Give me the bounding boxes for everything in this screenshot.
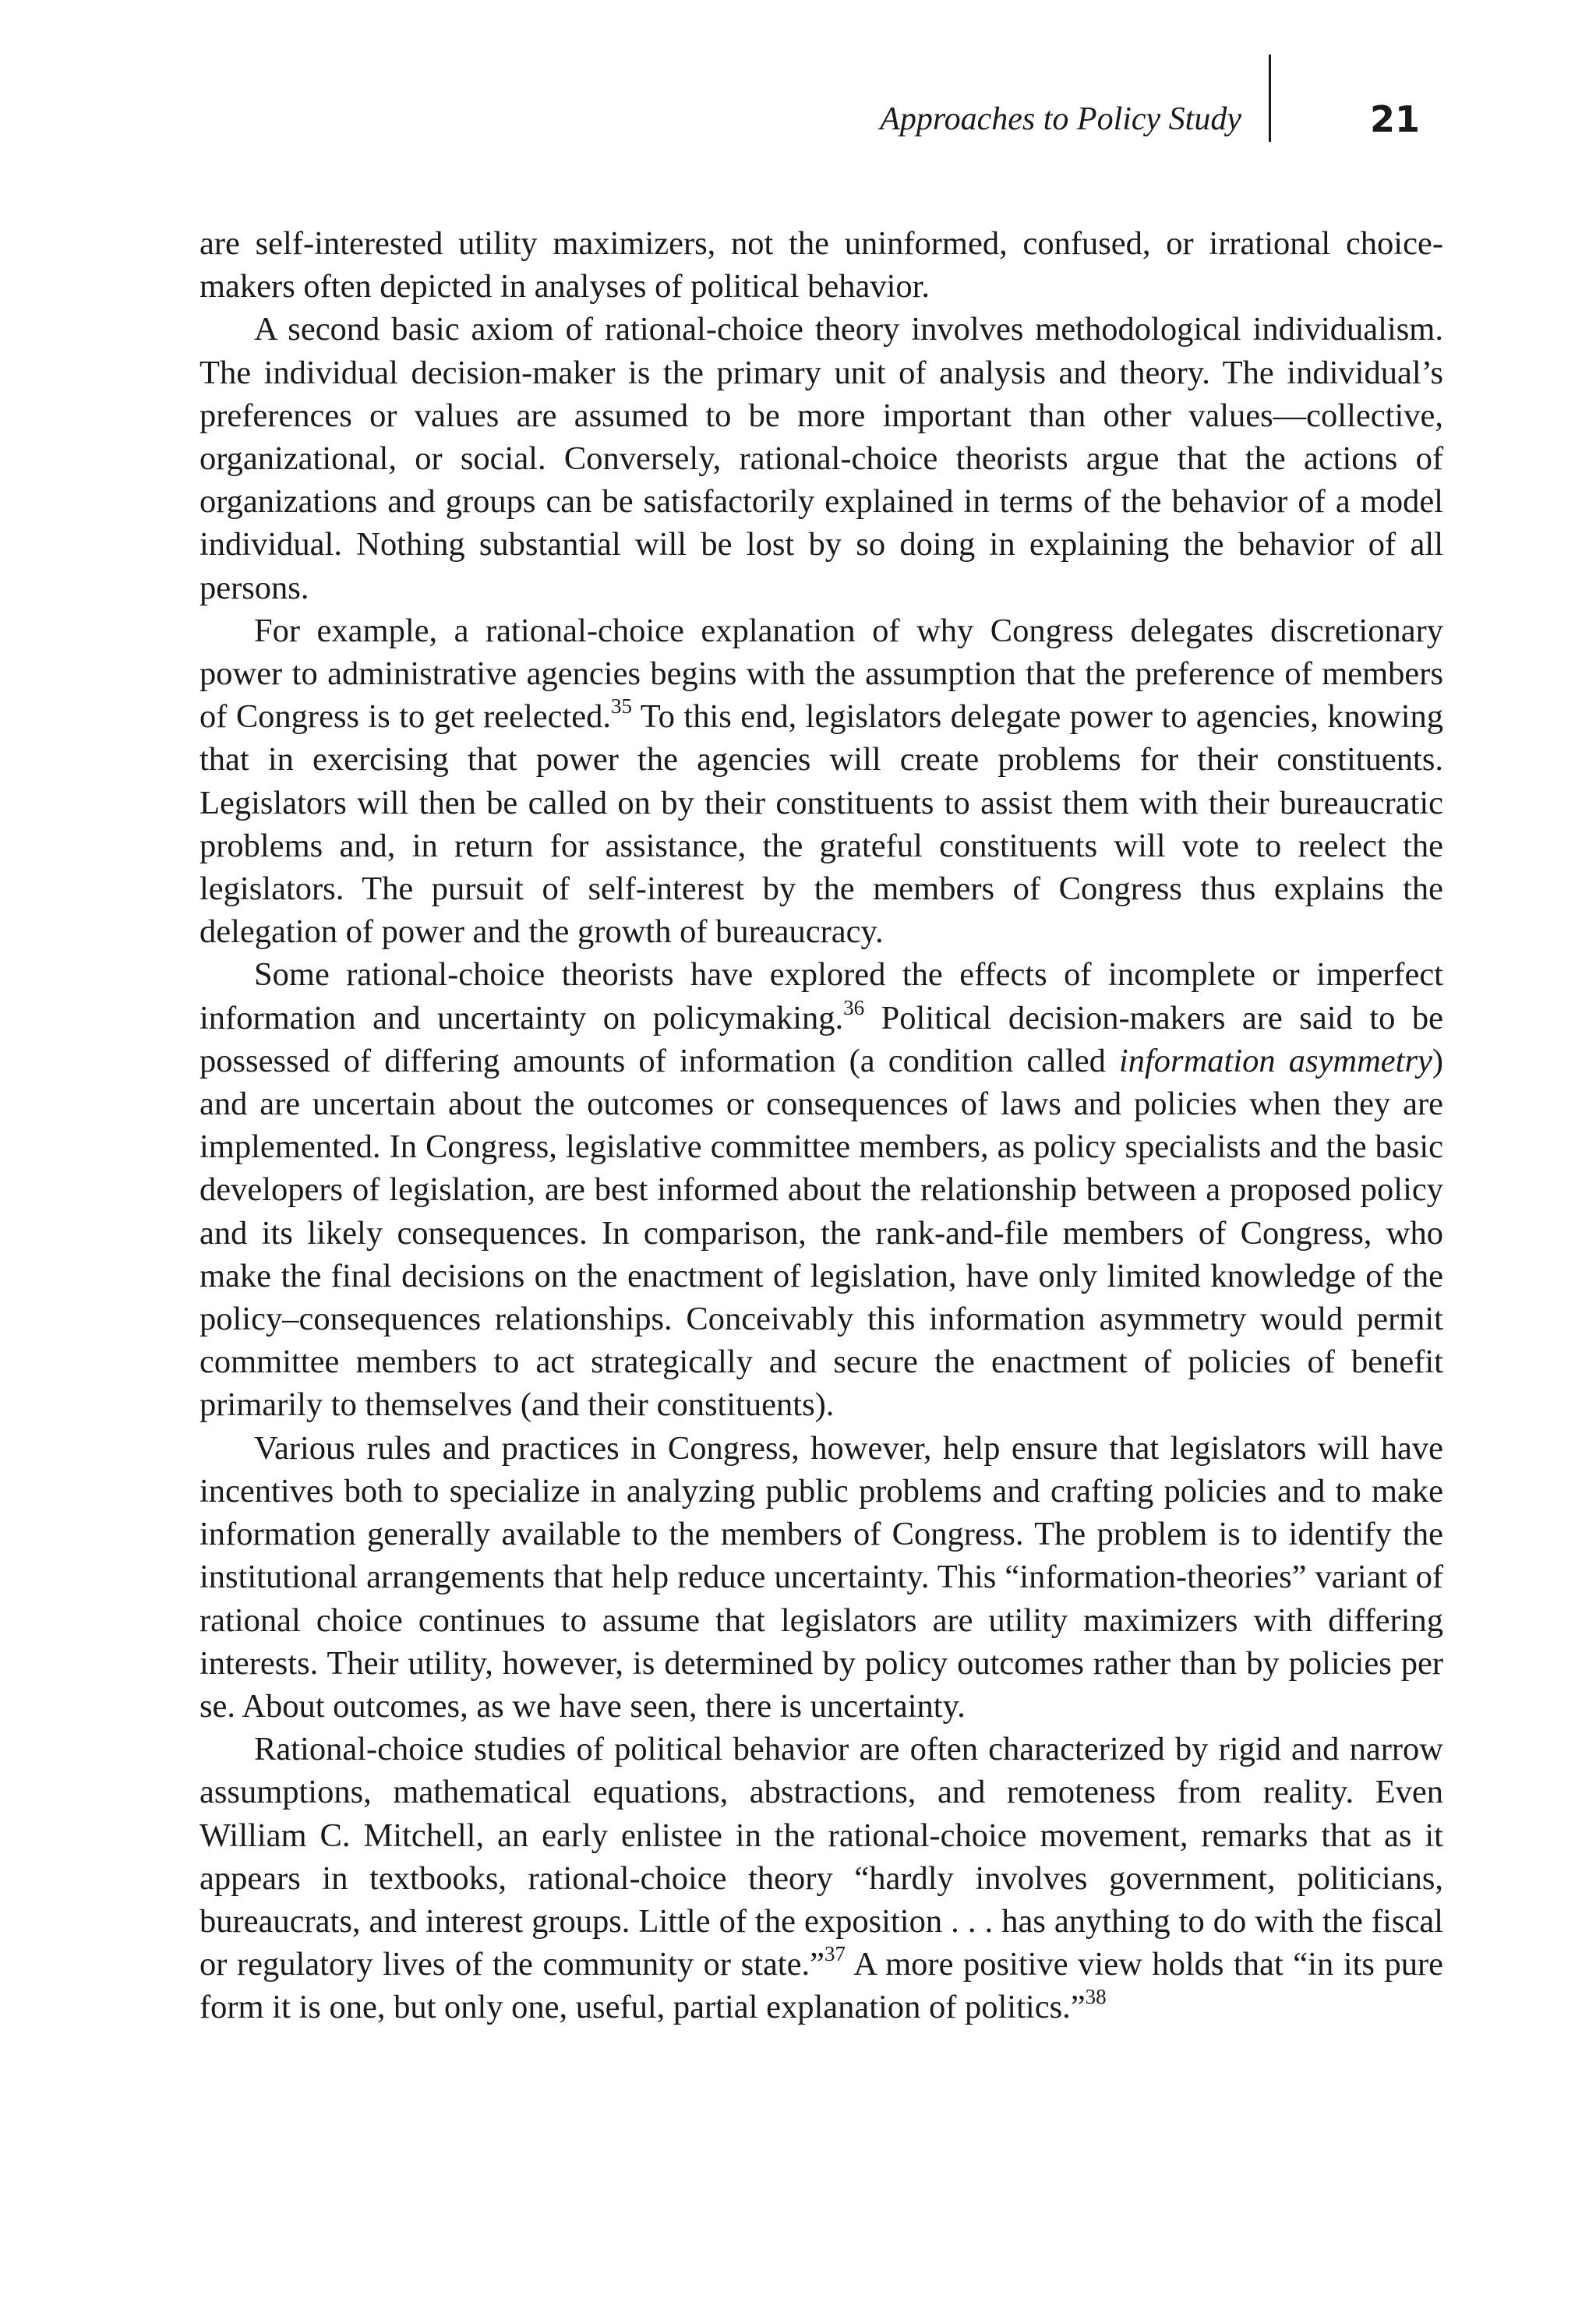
paragraph-text: A second basic axiom of rational-choice theory involves methodological individualism. The individual decision-maker is the primary unit of analysis and theory. The individual’s preferences or values are assumed to be more important than other values—collective, organizational, or social. Conversely, rational-choice theorists argue that the actions of organizations and groups can be satisfactorily explained in terms of the behavior of a model individual. Nothing substantial will be lost by so doing in explaining the behavior of all persons. bbox=[200, 311, 1443, 606]
paragraph-text: Various rules and practices in Congress, however, help ensure that legislators will have incentives both to specialize in analyzing public problems and crafting policies and to make information generally available to the members of Congress. The problem is to identify the institutional arrangements that help reduce uncertainty. This “information-theories” variant of rational choice continues to assume that legislators are utility maximizers with differing interests. Their utility, however, is determined by policy outcomes rather than by policies per se. About outcomes, as we have seen, there is uncertainty. bbox=[200, 1429, 1443, 1725]
paragraph-congress-example bbox=[200, 609, 1443, 954]
italic-term: information asymmetry bbox=[1118, 1042, 1432, 1079]
paragraph-continued bbox=[200, 222, 1443, 308]
paragraph-criticism bbox=[200, 1728, 1443, 2029]
paragraph-text: A more positive view holds that “in its pure form it is one, but only one, useful, partial explanation of politics.” bbox=[200, 1946, 1444, 2026]
footnote-ref-35: 35 bbox=[611, 694, 633, 719]
header-divider-rule bbox=[1269, 55, 1271, 142]
footnote-ref-38: 38 bbox=[1085, 1985, 1107, 2009]
paragraph-methodological-individualism bbox=[200, 308, 1443, 609]
body-text bbox=[200, 222, 1443, 2029]
footnote-ref-36: 36 bbox=[843, 995, 865, 1019]
paragraph-text: Rational-choice studies of political behavior are often characterized by rigid and narrow assumptions, mathematical equations, abstractions, and remoteness from reality. Even William C. Mitchell, an early enlistee in the rational-choice movement, remarks that as it appears in textbooks, rational-choice theory “hardly involves government, politicians, bureaucrats, and interest groups. Little of the exposition . . . has anything to do with the fiscal or regulatory lives of the community or state.” bbox=[200, 1731, 1443, 1983]
paragraph-text: ) and are uncertain about the outcomes or consequences of laws and policies when they are implemented. In Congress, legislative committee members, as policy specialists and the basic developers of legislation, are best informed about the relationship between a proposed policy and its likely consequences. In comparison, the rank-and-file members of Congress, who make the final decisions on the enactment of legislation, have only limited knowledge of the policy–consequences relationships. Conceivably this information asymmetry would permit committee members to act strategically and secure the enactment of policies of benefit primarily to themselves (and their constituents). bbox=[200, 1042, 1443, 1424]
page-header bbox=[0, 92, 1596, 139]
page-number: 21 bbox=[1370, 98, 1421, 140]
footnote-ref-37: 37 bbox=[824, 1942, 846, 1966]
paragraph-text: For example, a rational-choice explanation of why Congress delegates discretionary power to administrative agencies begins with the assumption that the preference of members of Congress is to get reelected. bbox=[200, 612, 1443, 736]
paragraph-text: are self-interested utility maximizers, not the uninformed, confused, or irrational choice-makers often depicted in analyses of political behavior. bbox=[200, 225, 1443, 305]
paragraph-text: Political decision-makers are said to be possessed of differing amounts of information (a condition called bbox=[200, 999, 1443, 1079]
paragraph-information-asymmetry bbox=[200, 953, 1443, 1426]
paragraph-rules-and-practices bbox=[200, 1427, 1443, 1728]
paragraph-text: To this end, legislators delegate power to agencies, knowing that in exercising that power the agencies will create problems for their constituents. Legislators will then be called on by their constituents to assist them with their bureaucratic problems and, in return for assistance, the grateful constituents will vote to reelect the legislators. The pursuit of self-interest by the members of Congress thus explains the delegation of power and the growth of bureaucracy. bbox=[200, 698, 1443, 951]
running-head: Approaches to Policy Study bbox=[880, 101, 1241, 137]
paragraph-text: Some rational-choice theorists have explored the effects of incomplete or imperfect information and uncertainty on policymaking. bbox=[200, 956, 1443, 1036]
